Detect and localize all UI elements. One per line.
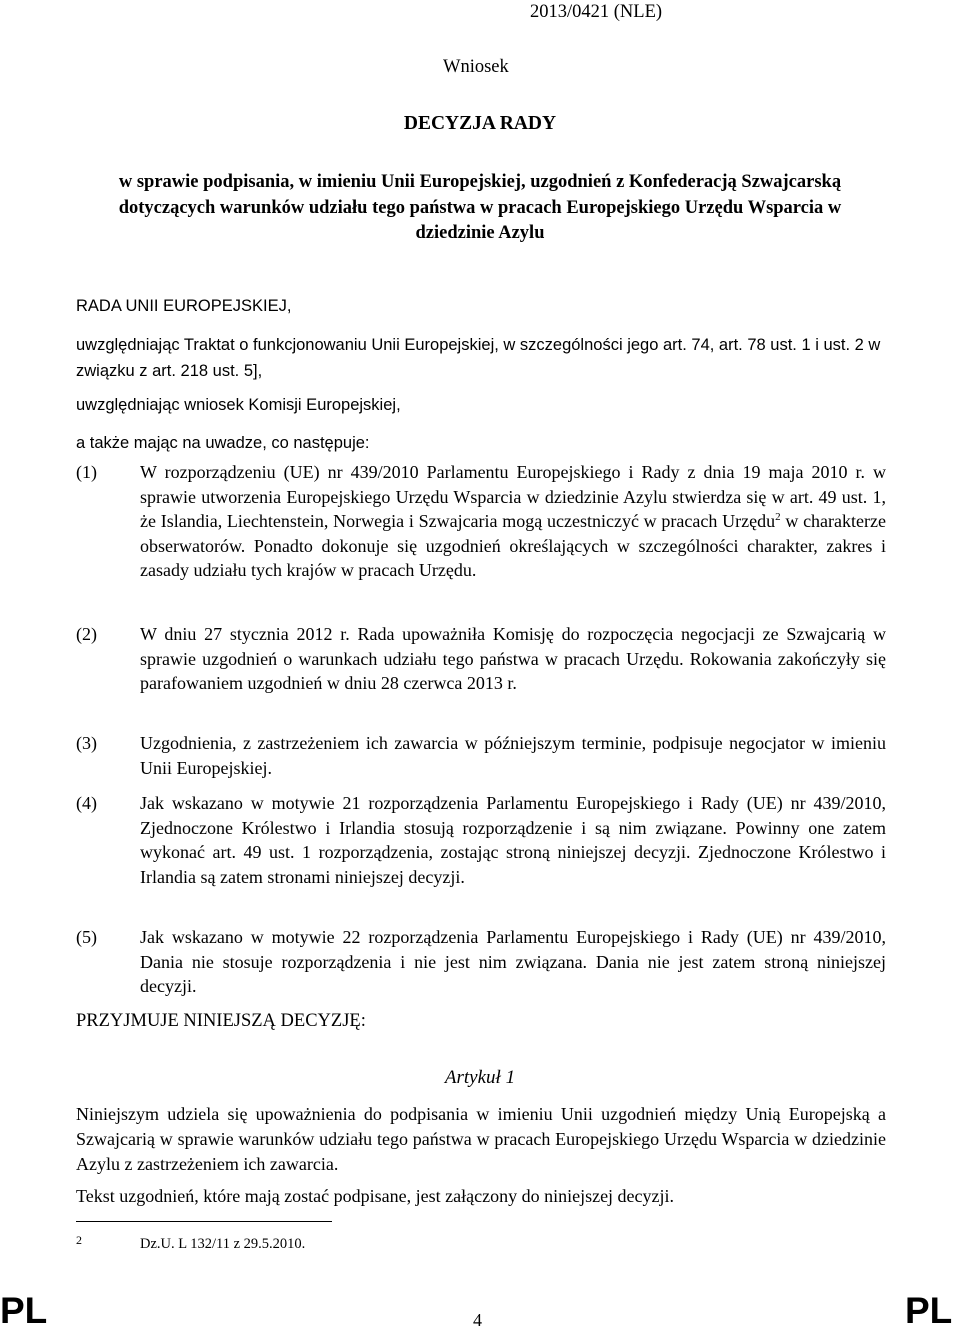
recital-text xyxy=(140,460,886,583)
article-paragraph: Niniejszym udziela się upoważnienia do podpisania w imieniu Unii uzgodnień między Unią Europejską a Szwajcarią w sprawie warunków udziału tego państwa w pracach Europejskiego Urzędu Wsparcia w dziedzinie Azylu z zastrzeżeniem ich zawarcia. xyxy=(76,1104,886,1174)
recital-number: (4) xyxy=(76,793,97,813)
citation-proposal: uwzględniając wniosek Komisji Europejskiej, xyxy=(76,396,401,414)
article-paragraph: Tekst uzgodnień, które mają zostać podpisane, jest załączony do niniejszej decyzji. xyxy=(76,1186,675,1206)
proposal-label: Wniosek xyxy=(443,57,509,77)
recital-text: Jak wskazano w motywie 22 rozporządzenia Parlamentu Europejskiego i Rady (UE) nr 439/2010, Dania nie stosuje rozporządzenia i nie jest nim związana. Dania nie jest zatem stroną niniejszej decyzji. xyxy=(140,927,886,996)
recital-5 xyxy=(76,925,886,999)
footnote-number: 2 xyxy=(76,1233,82,1247)
recital-4 xyxy=(76,791,886,889)
footnote-divider xyxy=(76,1221,332,1222)
recital-number: (3) xyxy=(76,733,97,753)
recital-text-part: w charakterze obserwatorów. Ponadto dokonuje się uzgodnień określających w szczególności charakter, zakres i zasady udziału tych krajów w pracach Urzędu. xyxy=(140,511,886,580)
article-heading: Artykuł 1 xyxy=(444,1067,516,1088)
recital-text: W dniu 27 stycznia 2012 r. Rada upoważniła Komisję do rozpoczęcia negocjacji ze Szwajcarią w sprawie uzgodnień o warunkach udziału tego państwa w pracach Urzędu. Rokowania zakończyły się parafowaniem uzgodnień w dniu 28 czerwca 2013 r. xyxy=(140,624,886,693)
language-code-left: PL xyxy=(0,1290,48,1331)
footnote-text: Dz.U. L 132/11 z 29.5.2010. xyxy=(140,1236,306,1252)
document-subject: w sprawie podpisania, w imieniu Unii Europejskiej, uzgodnień z Konfederacją Szwajcarską dotyczących warunków udziału tego państwa w pracach Europejskiego Urzędu Wsparcia w dziedzinie Azylu xyxy=(118,172,842,243)
recital-number: (1) xyxy=(76,462,97,482)
language-code-right: PL xyxy=(905,1290,953,1331)
recital-text: Jak wskazano w motywie 21 rozporządzenia Parlamentu Europejskiego i Rady (UE) nr 439/2010, Zjednoczone Królestwo i Irlandia stosują rozporządzenie i są nim związane. Powinny one zatem wykonać art. 49 ust. 1 rozporządzenia, zostając stroną niniejszej decyzji. Zjednoczone Królestwo i Irlandia są zatem stronami niniejszej decyzji. xyxy=(140,793,886,887)
recital-text-part: W rozporządzeniu (UE) nr 439/2010 Parlamentu Europejskiego i Rady z dnia 19 maja 2010 r. w sprawie utworzenia Europejskiego Urzędu Wsparcia w dziedzinie Azylu stwierdza się w art. 49 ust. 1, że Islandia, Liechtenstein, Norwegia i Szwajcaria mogą uczestniczyć w pracach Urzędu xyxy=(140,462,886,531)
document-title: DECYZJA RADY xyxy=(403,113,557,134)
recital-text: Uzgodnienia, z zastrzeżeniem ich zawarcia w późniejszym terminie, podpisuje negocjator w imieniu Unii Europejskiej. xyxy=(140,733,886,778)
enacting-formula: PRZYJMUJE NINIEJSZĄ DECYZJĘ: xyxy=(76,1011,366,1031)
council-heading: RADA UNII EUROPEJSKIEJ, xyxy=(76,297,292,315)
recital-number: (5) xyxy=(76,927,97,947)
recital-2 xyxy=(76,622,886,696)
whereas-intro: a także mając na uwadze, co następuje: xyxy=(76,434,370,452)
procedure-reference: 2013/0421 (NLE) xyxy=(530,2,663,22)
page-number: 4 xyxy=(473,1310,482,1330)
recital-number: (2) xyxy=(76,624,97,644)
footnote-reference[interactable]: 2 xyxy=(775,511,781,523)
recital-1 xyxy=(76,460,886,583)
recital-3 xyxy=(76,731,886,780)
footnote xyxy=(76,1233,306,1253)
citation-treaty: uwzględniając Traktat o funkcjonowaniu Unii Europejskiej, w szczególności jego art. 74, art. 78 ust. 1 i ust. 2 w związku z art. 218 ust. 5], xyxy=(76,336,881,380)
